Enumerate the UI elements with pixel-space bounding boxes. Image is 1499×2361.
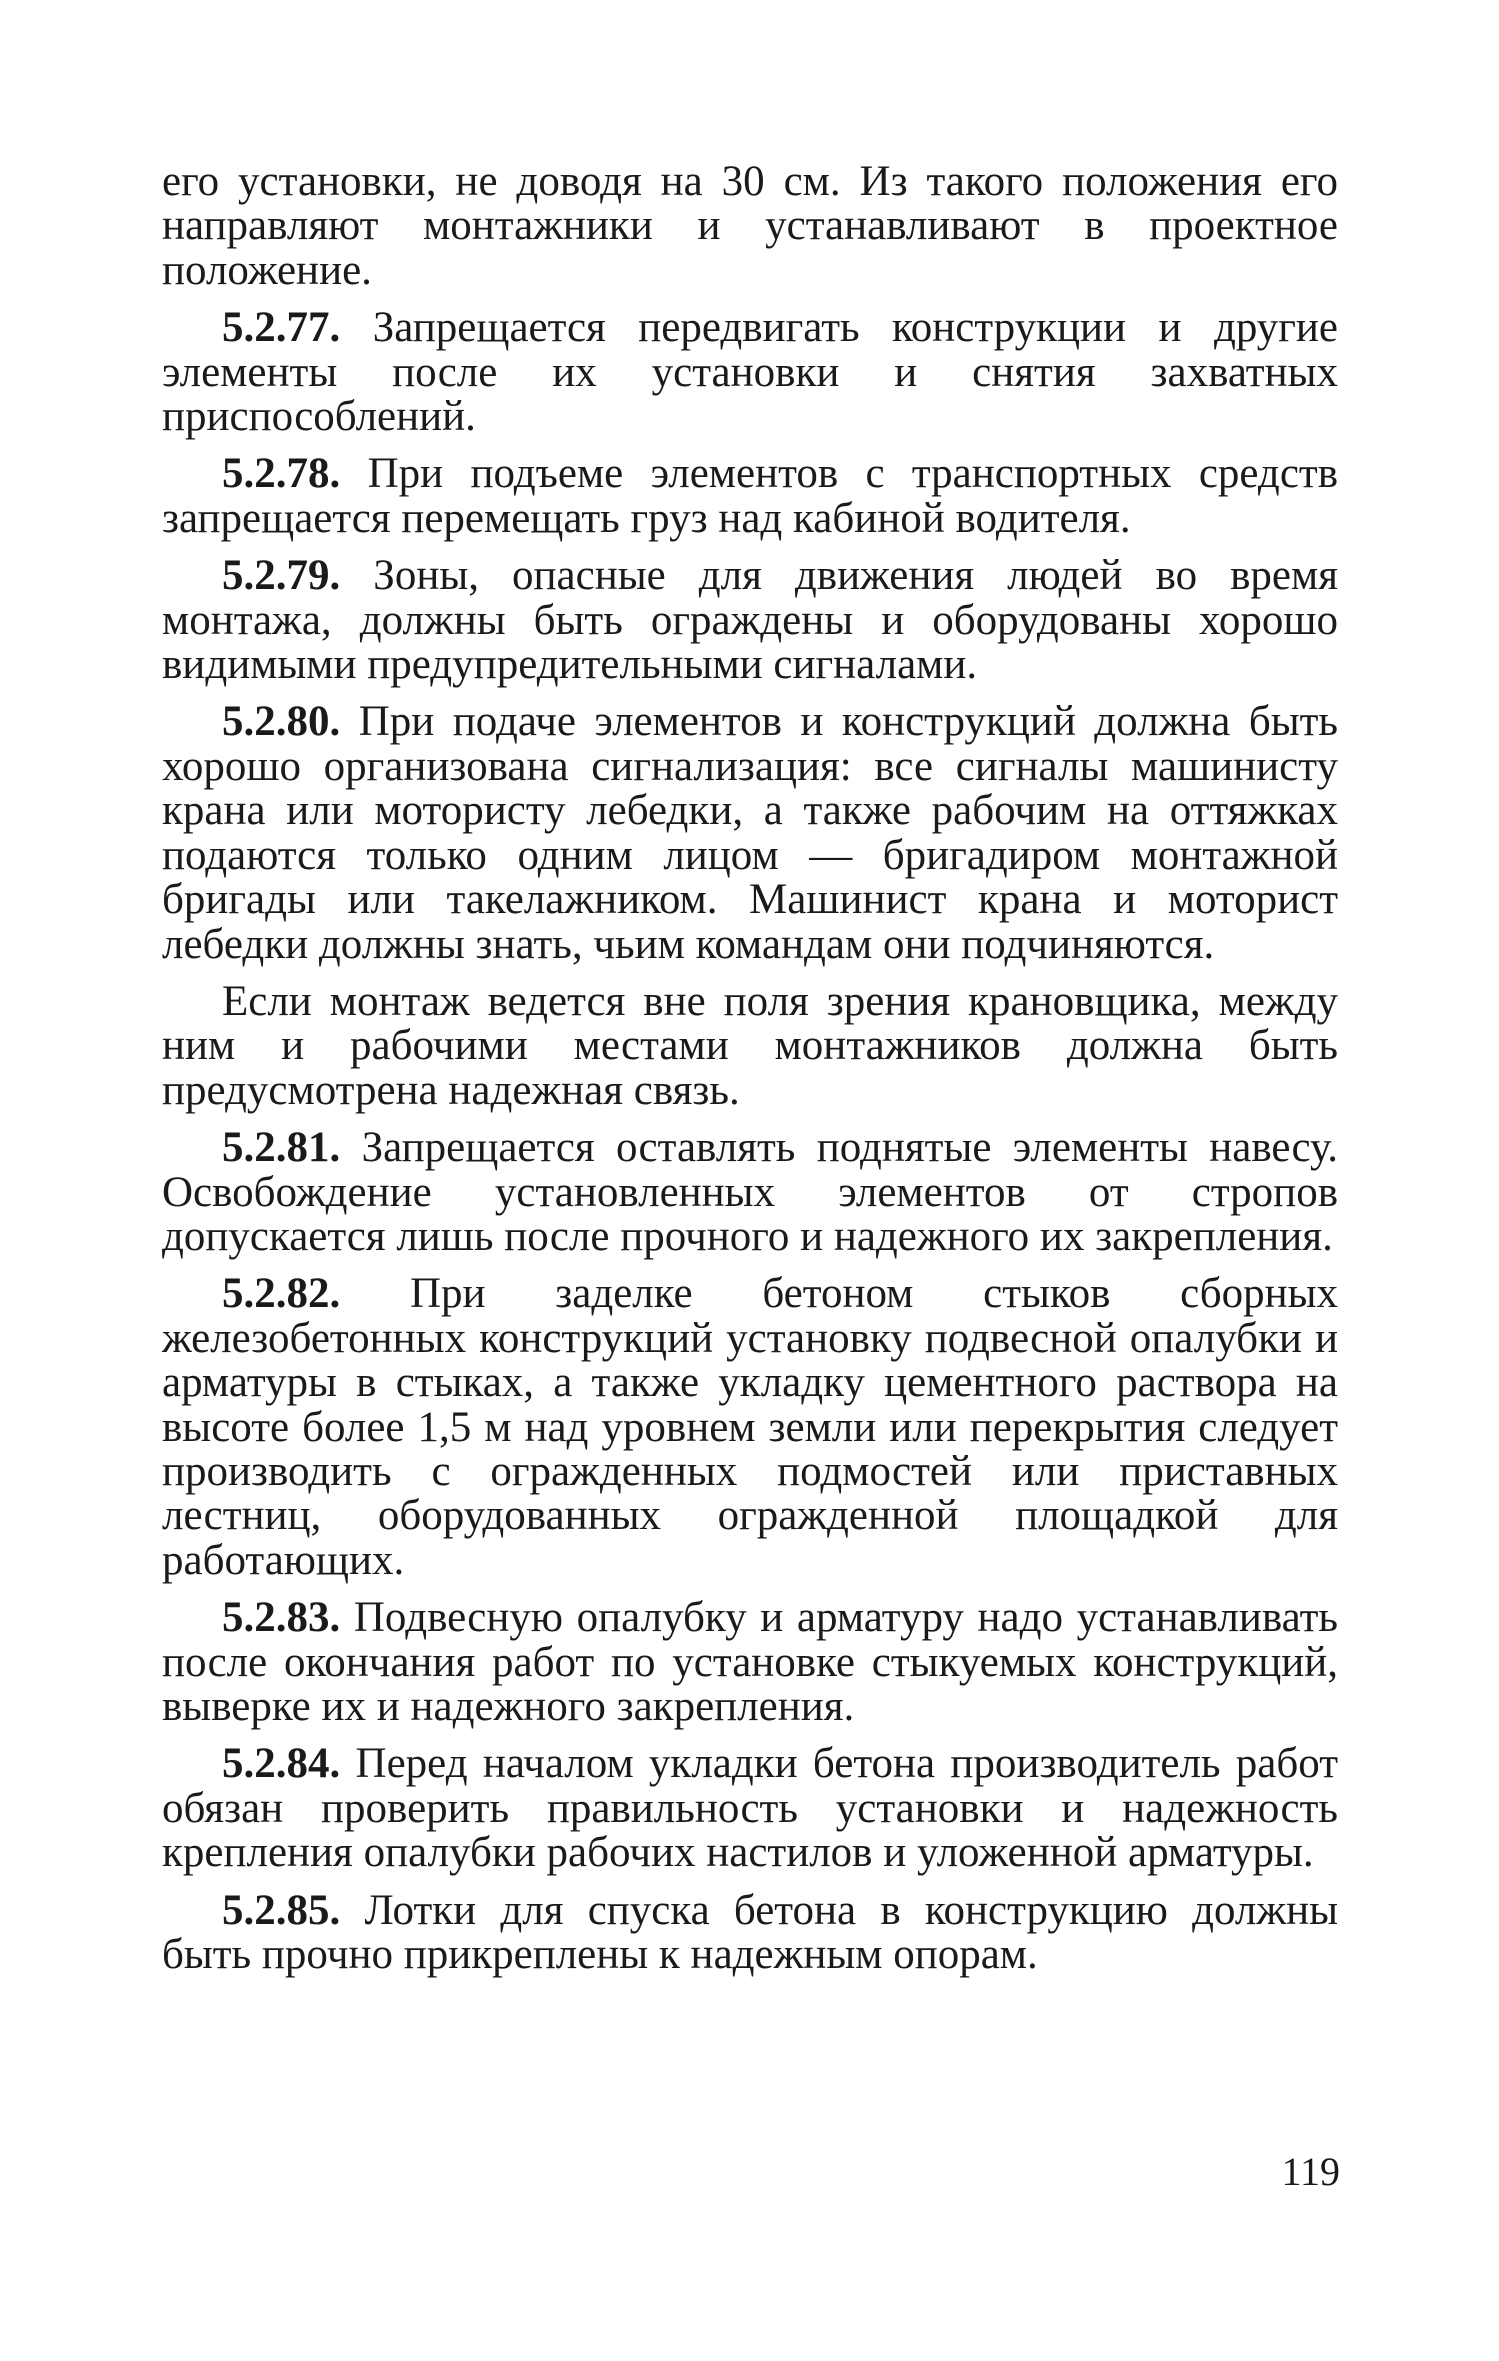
paragraph-text: Запрещается оставлять поднятые элементы навесу. Освобождение установленных элементов от стропов допускается лишь после прочного и надежного их закрепления. [162, 1124, 1339, 1260]
paragraph-5-2-83 [162, 1596, 1338, 1729]
paragraph-text: Зоны, опасные для движения людей во время монтажа, должны быть ограждены и оборудованы хорошо видимыми предупредительными сигналами. [162, 552, 1339, 689]
clause-number: 5.2.81. [222, 1124, 341, 1172]
page-body [162, 160, 1338, 1990]
paragraph-5-2-77 [162, 306, 1338, 439]
clause-number: 5.2.83. [222, 1594, 341, 1642]
clause-number: 5.2.78. [222, 450, 341, 498]
clause-number: 5.2.82. [222, 1270, 341, 1318]
paragraph-5-2-84 [162, 1742, 1338, 1875]
paragraph-5-2-79 [162, 554, 1338, 687]
paragraph-text: При заделке бетоном стыков сборных железобетонных конструкций установку подвесной опалубки и арматуры в стыках, а также укладку цементного раствора на высоте более 1,5 м над уровнем земли или перекрытия следует производить с огражденных подмостей или приставных лестниц, оборудованных огражденной площадкой для работающих. [162, 1270, 1338, 1584]
paragraph-text: Запрещается передвигать конструкции и другие элементы после их установки и снятия захватных приспособлений. [162, 304, 1338, 441]
paragraph-5-2-80 [162, 700, 1338, 966]
paragraph-5-2-85 [162, 1886, 1338, 1979]
paragraph-5-2-80-continued [162, 977, 1338, 1114]
paragraph-continuation [162, 160, 1338, 293]
clause-number: 5.2.84. [222, 1740, 341, 1788]
paragraph-text: При подъеме элементов с транспортных средств запрещается перемещать груз над кабиной водителя. [162, 450, 1338, 542]
paragraph-5-2-81 [162, 1126, 1338, 1259]
paragraph-text: При подаче элементов и конструкций должна быть хорошо организована сигнализация: все сигналы машинисту крана или мотористу лебедки, а также рабочим на оттяжках подаются только одним лицом — бригадиром монтажной бригады или такелажником. Машинист крана и моторист лебедки должны знать, чьим командам они подчиняются. [162, 698, 1338, 968]
paragraph-text: Перед началом укладки бетона производитель работ обязан проверить правильность установки и надежность крепления опалубки рабочих настилов и уложенной арматуры. [162, 1740, 1338, 1877]
paragraph-text: его установки, не доводя на 30 см. Из такого положения его направляют монтажники и устанавливают в проектное положение. [162, 158, 1338, 294]
clause-number: 5.2.77. [222, 304, 341, 352]
paragraph-text: Подвесную опалубку и арматуру надо устанавливать после окончания работ по установке стыкуемых конструкций, выверке их и надежного закрепления. [162, 1594, 1338, 1730]
clause-number: 5.2.85. [222, 1886, 341, 1934]
paragraph-5-2-78 [162, 452, 1338, 541]
clause-number: 5.2.79. [222, 552, 341, 600]
paragraph-text: Лотки для спуска бетона в конструкцию должны быть прочно прикреплены к надежным опорам. [162, 1886, 1338, 1979]
paragraph-text: Если монтаж ведется вне поля зрения крановщика, между ним и рабочими местами монтажников должна быть предусмотрена надежная связь. [162, 977, 1338, 1114]
paragraph-5-2-82 [162, 1272, 1338, 1583]
clause-number: 5.2.80. [222, 698, 341, 746]
page-number: 119 [1281, 2149, 1340, 2194]
